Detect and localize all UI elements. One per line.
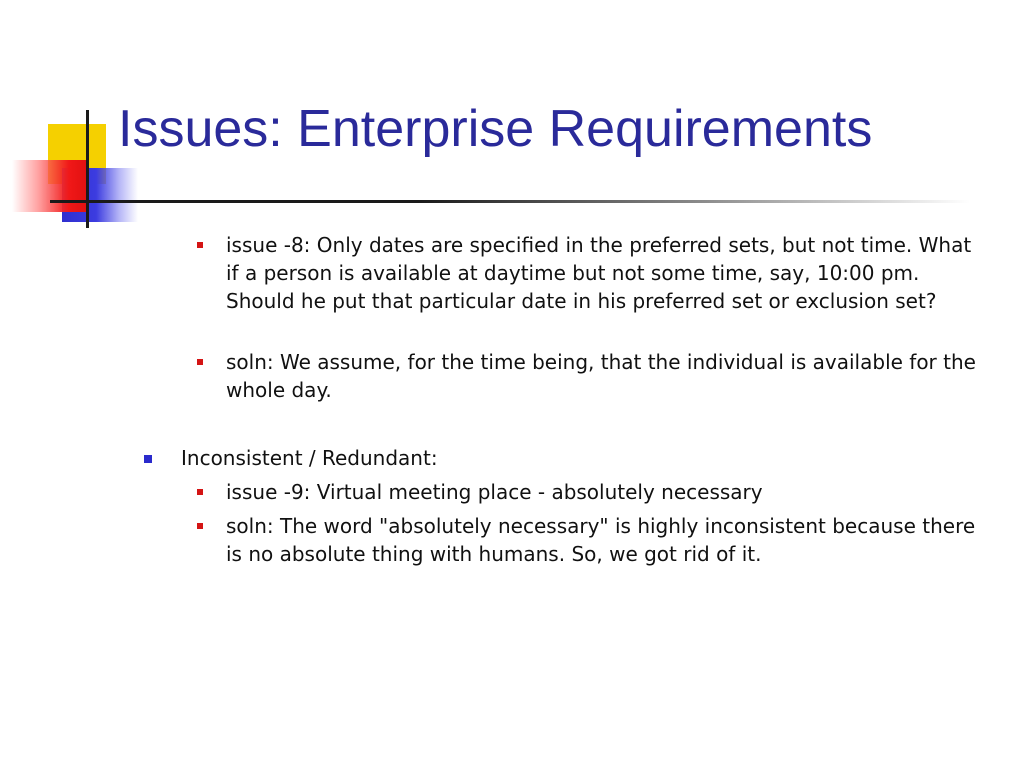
bullet-marker — [197, 523, 203, 529]
logo-vertical-line — [86, 110, 89, 228]
list-item: issue -9: Virtual meeting place - absolutely necessary — [226, 480, 763, 504]
logo-red-square — [12, 160, 88, 212]
bullet-marker — [197, 242, 203, 248]
bullet-marker — [197, 359, 203, 365]
list-item: Inconsistent / Redundant: — [181, 446, 438, 470]
list-item: soln: The word "absolutely necessary" is highly inconsistent because there is no absolute thing with humans. So, we got rid of it. — [226, 514, 976, 566]
bullet-marker — [197, 489, 203, 495]
title-underline — [50, 200, 970, 203]
bullet-marker — [144, 455, 152, 463]
list-item: issue -8: Only dates are specified in the preferred sets, but not time. What if a person is available at daytime but not some time, say, 10:00 pm. Should he put that particular date in his preferred set or exclusion set? — [226, 233, 972, 313]
slide-title: Issues: Enterprise Requirements — [118, 100, 873, 158]
list-item: soln: We assume, for the time being, that the individual is available for the whole day. — [226, 350, 976, 402]
